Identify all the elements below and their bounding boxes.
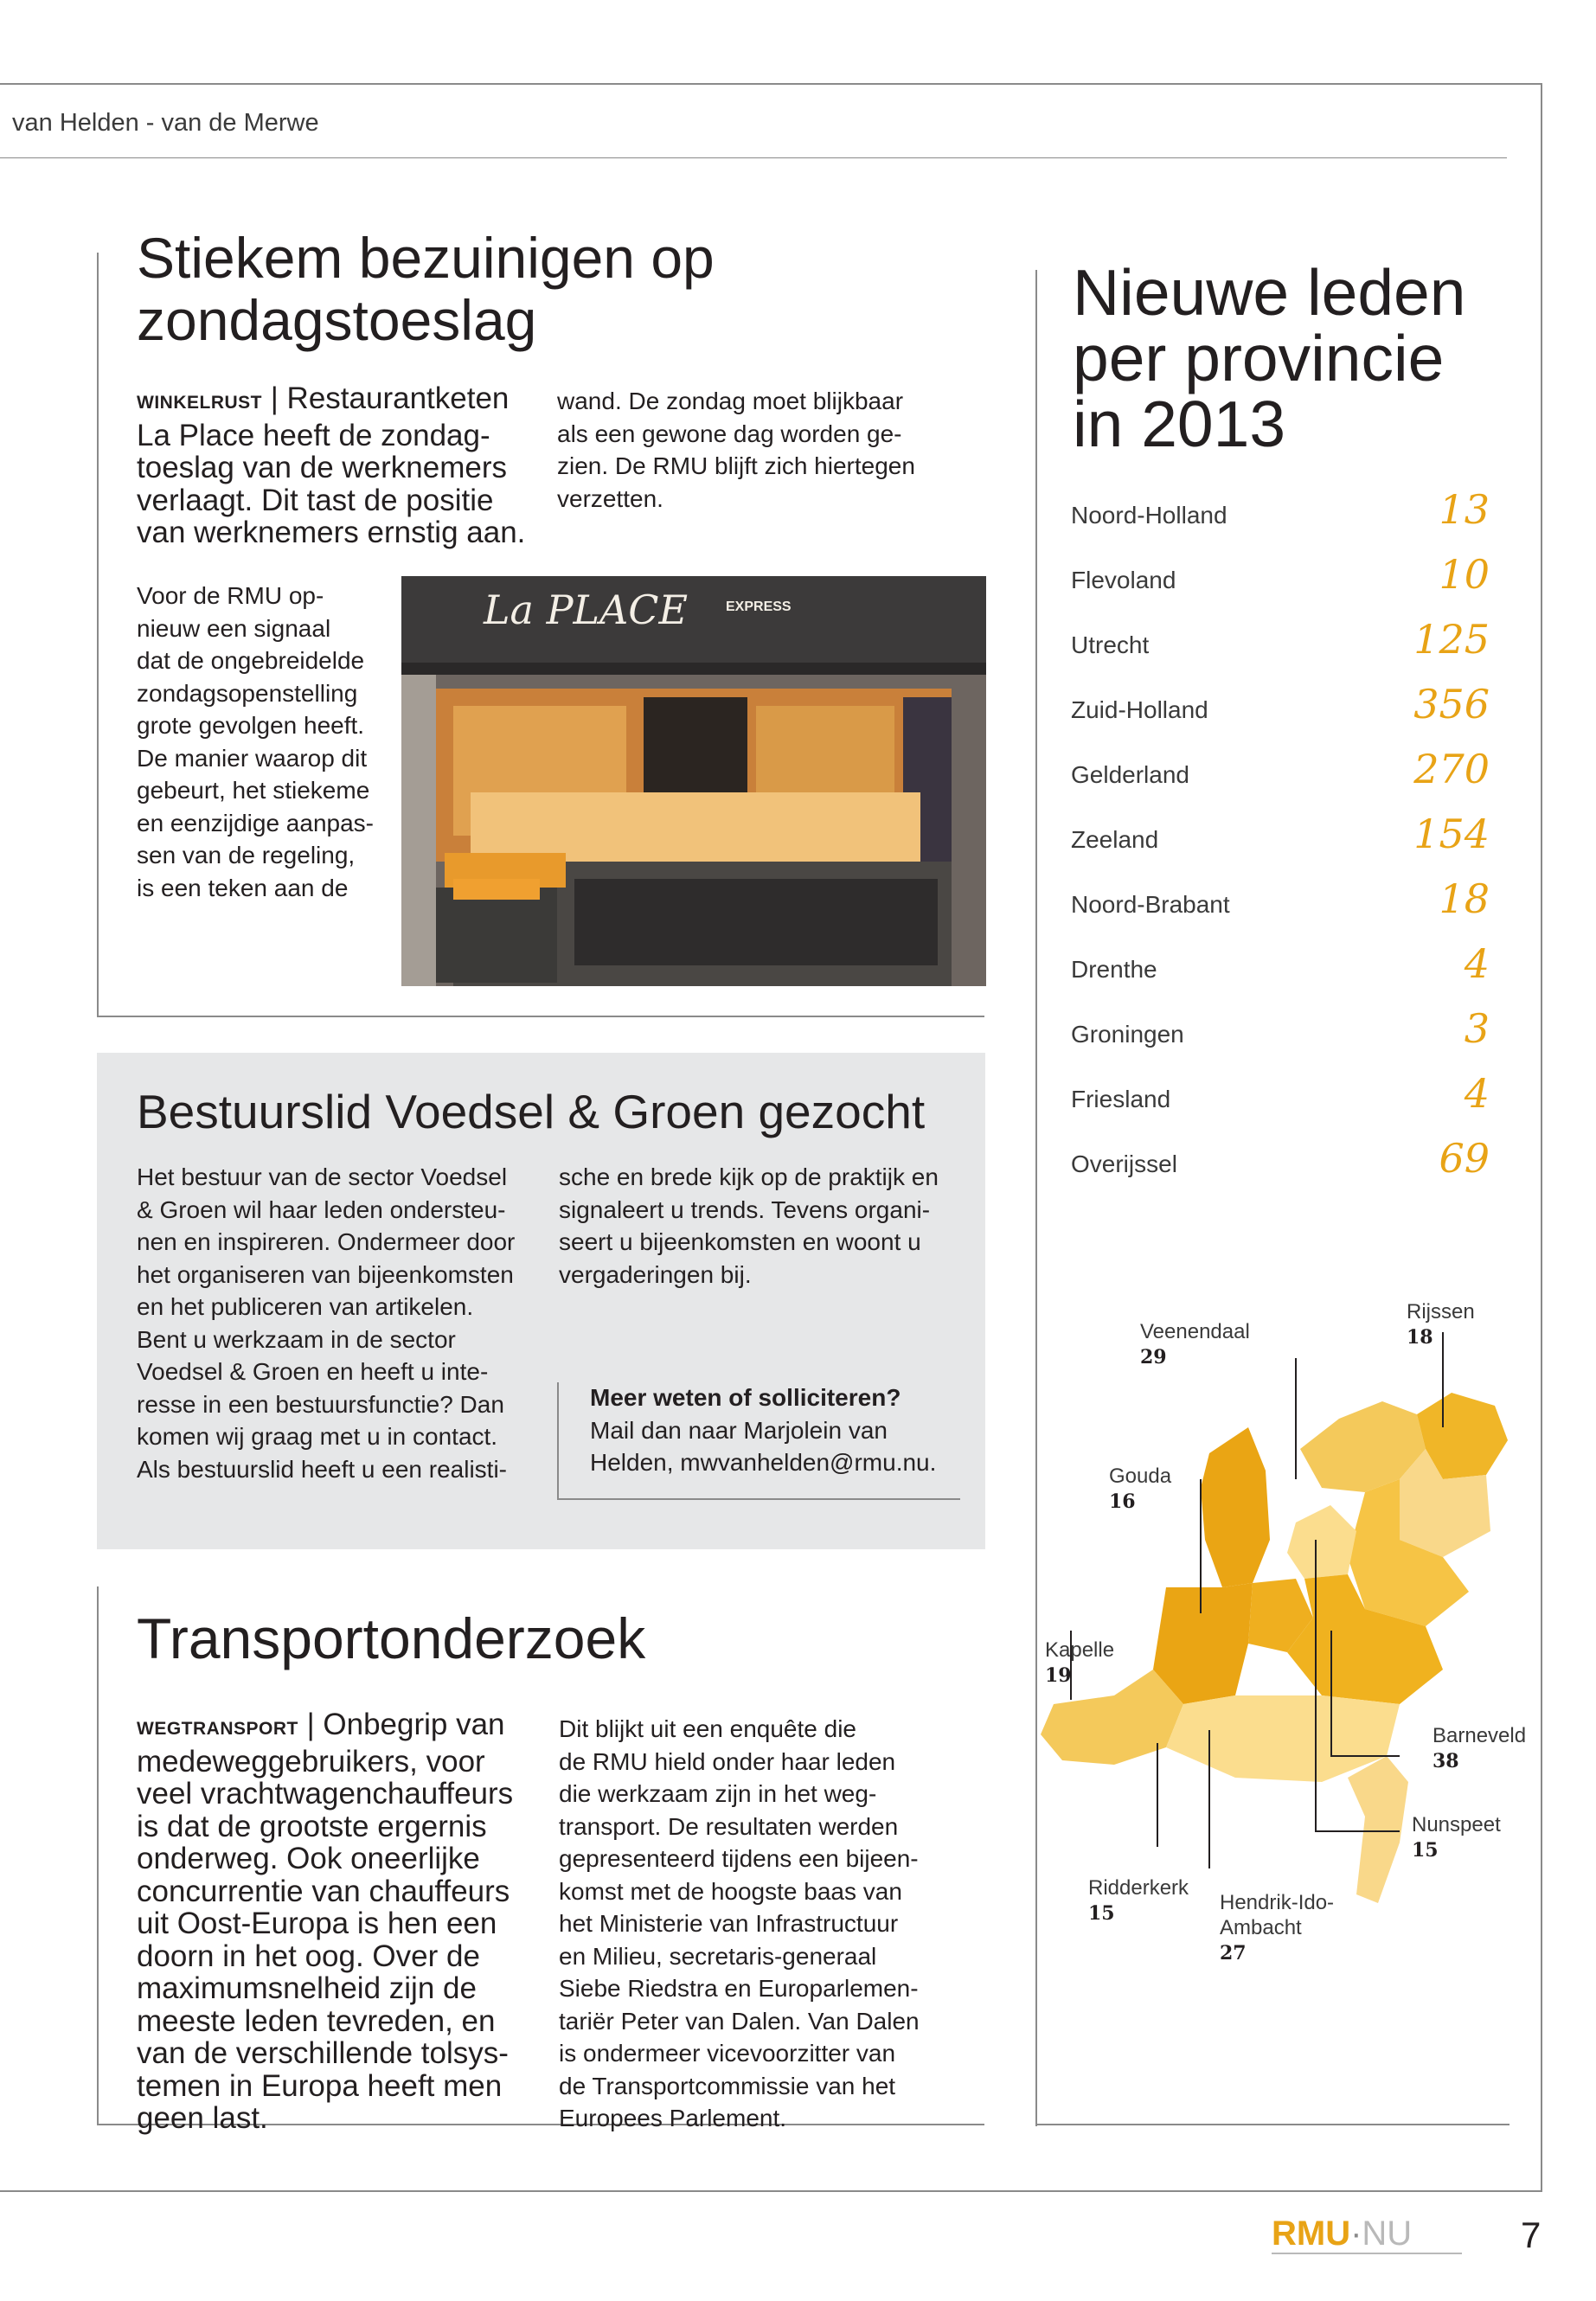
body-line: het organiseren van bijeenkomsten [137,1260,514,1288]
body-line: is een teken aan de [137,874,349,901]
province-name: Groningen [1071,1021,1184,1048]
province-row [1071,746,1490,792]
body-line: en eenzijdige aanpas- [137,809,374,836]
province-name: Friesland [1071,1086,1171,1112]
article1-bottom-rule [97,1016,984,1017]
body-line: Als bestuurslid heeft u een realisti- [137,1455,507,1483]
province-row [1071,1135,1490,1182]
province-name: Flevoland [1071,567,1176,593]
body-line: komen wij graag met u in contact. [137,1423,498,1450]
province-row [1071,875,1490,922]
body-line: verzetten. [557,484,663,512]
logo-rmu: RMU [1272,2214,1351,2253]
map-label-name: Rijssen [1407,1300,1475,1324]
map-label-hendrik-ido-ambacht [1220,1890,1334,1966]
map-label-name-2: Ambacht [1220,1916,1302,1939]
page-number: 7 [1521,2214,1542,2255]
body-line: Voedsel & Groen en heeft u inte- [137,1358,489,1385]
cta-left-rule [557,1382,559,1500]
photo-sign-text: La PLACE [484,586,689,633]
province-row [1071,940,1490,987]
lead-line: maximumsnelheid zijn de [137,1971,477,2005]
province-name: Gelderland [1071,761,1189,788]
lead-line: meeste leden tevreden, en [137,2003,496,2038]
body-line: de Transportcommissie van het [559,2072,896,2099]
map-label-veenendaal [1140,1319,1250,1370]
body-line: Europees Parlement. [559,2105,787,2131]
province-row [1071,811,1490,857]
body-line: dat de ongebreidelde [137,647,365,674]
lead-line: temen in Europa heeft men [137,2068,503,2103]
article2-col2 [559,1161,965,1291]
header-rule [0,157,1507,158]
lead-line: van de verschillende tolsys- [137,2036,509,2070]
lead-line-text: | Onbegrip van [306,1708,505,1741]
logo-dot: · [1350,2214,1362,2253]
body-line: resse in een bestuursfunctie? Dan [137,1390,504,1418]
province-row [1071,1005,1490,1052]
province-count: 154 [1413,811,1490,857]
photo-sign-sub: EXPRESS [726,599,792,614]
cta-email-line[interactable]: Helden, mwvanhelden@rmu.nu. [590,1449,937,1476]
sidebar-title-line: per provincie [1073,322,1445,394]
map-label-rijssen [1407,1299,1475,1350]
lead-line: van werknemers ernstig aan. [137,516,526,549]
province-count: 69 [1439,1135,1490,1182]
map-label-name: Kapelle [1045,1638,1115,1662]
body-line: de RMU hield onder haar leden [559,1747,896,1775]
lead-line: La Place heeft de zondag- [137,418,490,452]
article1-col2 [557,385,964,515]
article3-title: Transportonderzoek [137,1606,646,1670]
logo-underline [1272,2253,1462,2254]
map-label-count: 29 [1140,1346,1167,1368]
province-count: 4 [1464,940,1490,987]
article3-kicker: WEGTRANSPORT [137,1719,298,1739]
top-frame-rule [0,83,1542,85]
article1-left-rule [97,253,99,1017]
province-name: Noord-Holland [1071,502,1227,529]
body-line: zondagsopenstelling [137,679,358,707]
article3-left-rule [97,1586,99,2125]
map-label-count: 15 [1088,1902,1115,1925]
map-label-name: Gouda [1109,1465,1172,1488]
body-line: gepresenteerd tijdens een bijeen- [559,1845,919,1872]
body-line: als een gewone dag worden ge- [557,420,902,447]
sidebar-title [1073,256,1522,460]
article2-cta [590,1381,971,1479]
province-limburg [1348,1756,1408,1903]
body-line: die werkzaam zijn in het weg- [559,1780,877,1807]
map-label-gouda [1109,1464,1171,1515]
lead-line: medeweggebruikers, voor [137,1744,485,1779]
province-row [1071,551,1490,598]
province-row [1071,681,1490,727]
body-line: nieuw een signaal [137,614,331,642]
map-label-name: Nunspeet [1412,1813,1501,1836]
body-line: zien. De RMU blijft zich hiertegen [557,452,915,479]
province-count: 270 [1413,746,1490,792]
body-line: Siebe Riedstra en Europarlemen- [559,1975,919,2002]
la-place-storefront-photo [401,576,986,986]
map-label-count: 18 [1407,1326,1433,1349]
lead-line: is dat de grootste ergernis [137,1809,487,1843]
article1-col1 [137,580,396,904]
province-name: Utrecht [1071,631,1150,658]
storefront-illustration [401,576,986,986]
map-label-count: 16 [1109,1490,1136,1513]
map-label-kapelle [1045,1638,1114,1689]
map-label-name: Ridderkerk [1088,1876,1189,1900]
lead-line: doorn in het oog. Over de [137,1939,480,1973]
body-line: wand. De zondag moet blijkbaar [557,388,904,414]
province-count: 125 [1413,616,1490,663]
body-line: vergaderingen bij. [559,1260,752,1288]
bottom-frame-rule [0,2190,1542,2192]
map-label-count: 15 [1412,1839,1439,1862]
running-head: van Helden - van de Merwe [12,109,319,137]
lead-line: verlaagt. Dit tast de positie [137,483,494,517]
map-label-name: Veenendaal [1140,1320,1250,1343]
sidebar-bottom-rule [1035,2124,1509,2125]
province-row [1071,1070,1490,1117]
province-count: 356 [1413,681,1490,727]
body-line: seert u bijeenkomsten en woont u [559,1228,921,1255]
province-flevoland [1287,1505,1356,1579]
province-name: Drenthe [1071,956,1157,983]
article1-lead [137,382,552,549]
map-label-name: Barneveld [1433,1724,1527,1747]
map-label-ridderkerk [1088,1875,1189,1926]
cta-heading: Meer weten of solliciteren? [590,1384,901,1411]
province-count: 18 [1439,875,1490,922]
lead-line: uit Oost-Europa is hen een [137,1907,497,1940]
article3-lead [137,1708,552,2135]
body-line: tariër Peter van Dalen. Van Dalen [559,2007,920,2035]
article2-title: Bestuurslid Voedsel & Groen gezocht [137,1085,926,1138]
body-line: Het bestuur van de sector Voedsel [137,1163,508,1190]
body-line: is ondermeer vicevoorzitter van [559,2040,896,2067]
rmu-nu-logo[interactable] [1272,2214,1462,2251]
province-name: Overijssel [1071,1150,1177,1177]
body-line: Voor de RMU op- [137,582,324,609]
map-label-count: 38 [1433,1750,1459,1772]
map-label-nunspeet [1412,1812,1501,1863]
logo-nu: NU [1362,2214,1413,2253]
body-line: Dit blijkt uit een enquête die [559,1715,856,1742]
map-label-count: 27 [1220,1942,1247,1965]
article1-kicker: WINKELRUST [137,393,262,413]
province-count: 4 [1464,1070,1490,1117]
body-line: De manier waarop dit [137,744,368,772]
body-line: signaleert u trends. Tevens organi- [559,1195,931,1223]
lead-line [137,1708,552,1746]
lead-line [137,382,552,420]
province-count: 3 [1464,1005,1490,1052]
cta-line: Mail dan naar Marjolein van [590,1416,888,1444]
province-count: 10 [1439,551,1490,598]
body-line: transport. De resultaten werden [559,1812,899,1840]
province-name: Zuid-Holland [1071,696,1208,723]
lead-line: onderweg. Ook oneerlijke [137,1842,480,1875]
province-zuid-holland [1153,1583,1253,1704]
body-line: nen en inspireren. Ondermeer door [137,1228,516,1255]
sidebar-title-line: in 2013 [1073,388,1286,460]
body-line: gebeurt, het stiekeme [137,777,370,804]
sidebar-title-line: Nieuwe leden [1073,256,1466,329]
province-name: Zeeland [1071,826,1159,853]
body-line: sche en brede kijk op de praktijk en [559,1163,939,1190]
province-row [1071,486,1490,533]
province-name: Noord-Brabant [1071,891,1230,918]
cta-bottom-rule [557,1498,960,1500]
article2-col1 [137,1161,543,1485]
body-line: en het publiceren van artikelen. [137,1293,474,1320]
body-line: het Ministerie van Infrastructuur [559,1910,899,1937]
province-row [1071,616,1490,663]
body-line: Bent u werkzaam in de sector [137,1325,456,1353]
body-line: komst met de hoogste baas van [559,1877,902,1905]
map-label-count: 19 [1045,1664,1072,1687]
map-label-barneveld [1433,1723,1526,1774]
body-line: grote gevolgen heeft. [137,712,365,739]
lead-line: geen last. [137,2101,268,2135]
lead-line: concurrentie van chauffeurs [137,1874,510,1908]
lead-line-text: | Restaurantketen [270,381,510,415]
lead-line: veel vrachtwagenchauffeurs [137,1777,514,1811]
map-label-name: Hendrik-Ido- [1220,1891,1335,1914]
article3-col2 [559,1713,974,2135]
right-frame-rule [1541,83,1542,2192]
province-count: 13 [1439,486,1490,533]
article1-title: Stiekem bezuinigen op zondagstoeslag [137,226,715,352]
body-line: sen van de regeling, [137,842,356,868]
body-line: & Groen wil haar leden ondersteu- [137,1195,506,1223]
body-line: en Milieu, secretaris-generaal [559,1942,877,1970]
lead-line: toeslag van de werknemers [137,451,507,484]
province-noord-holland [1201,1427,1270,1587]
